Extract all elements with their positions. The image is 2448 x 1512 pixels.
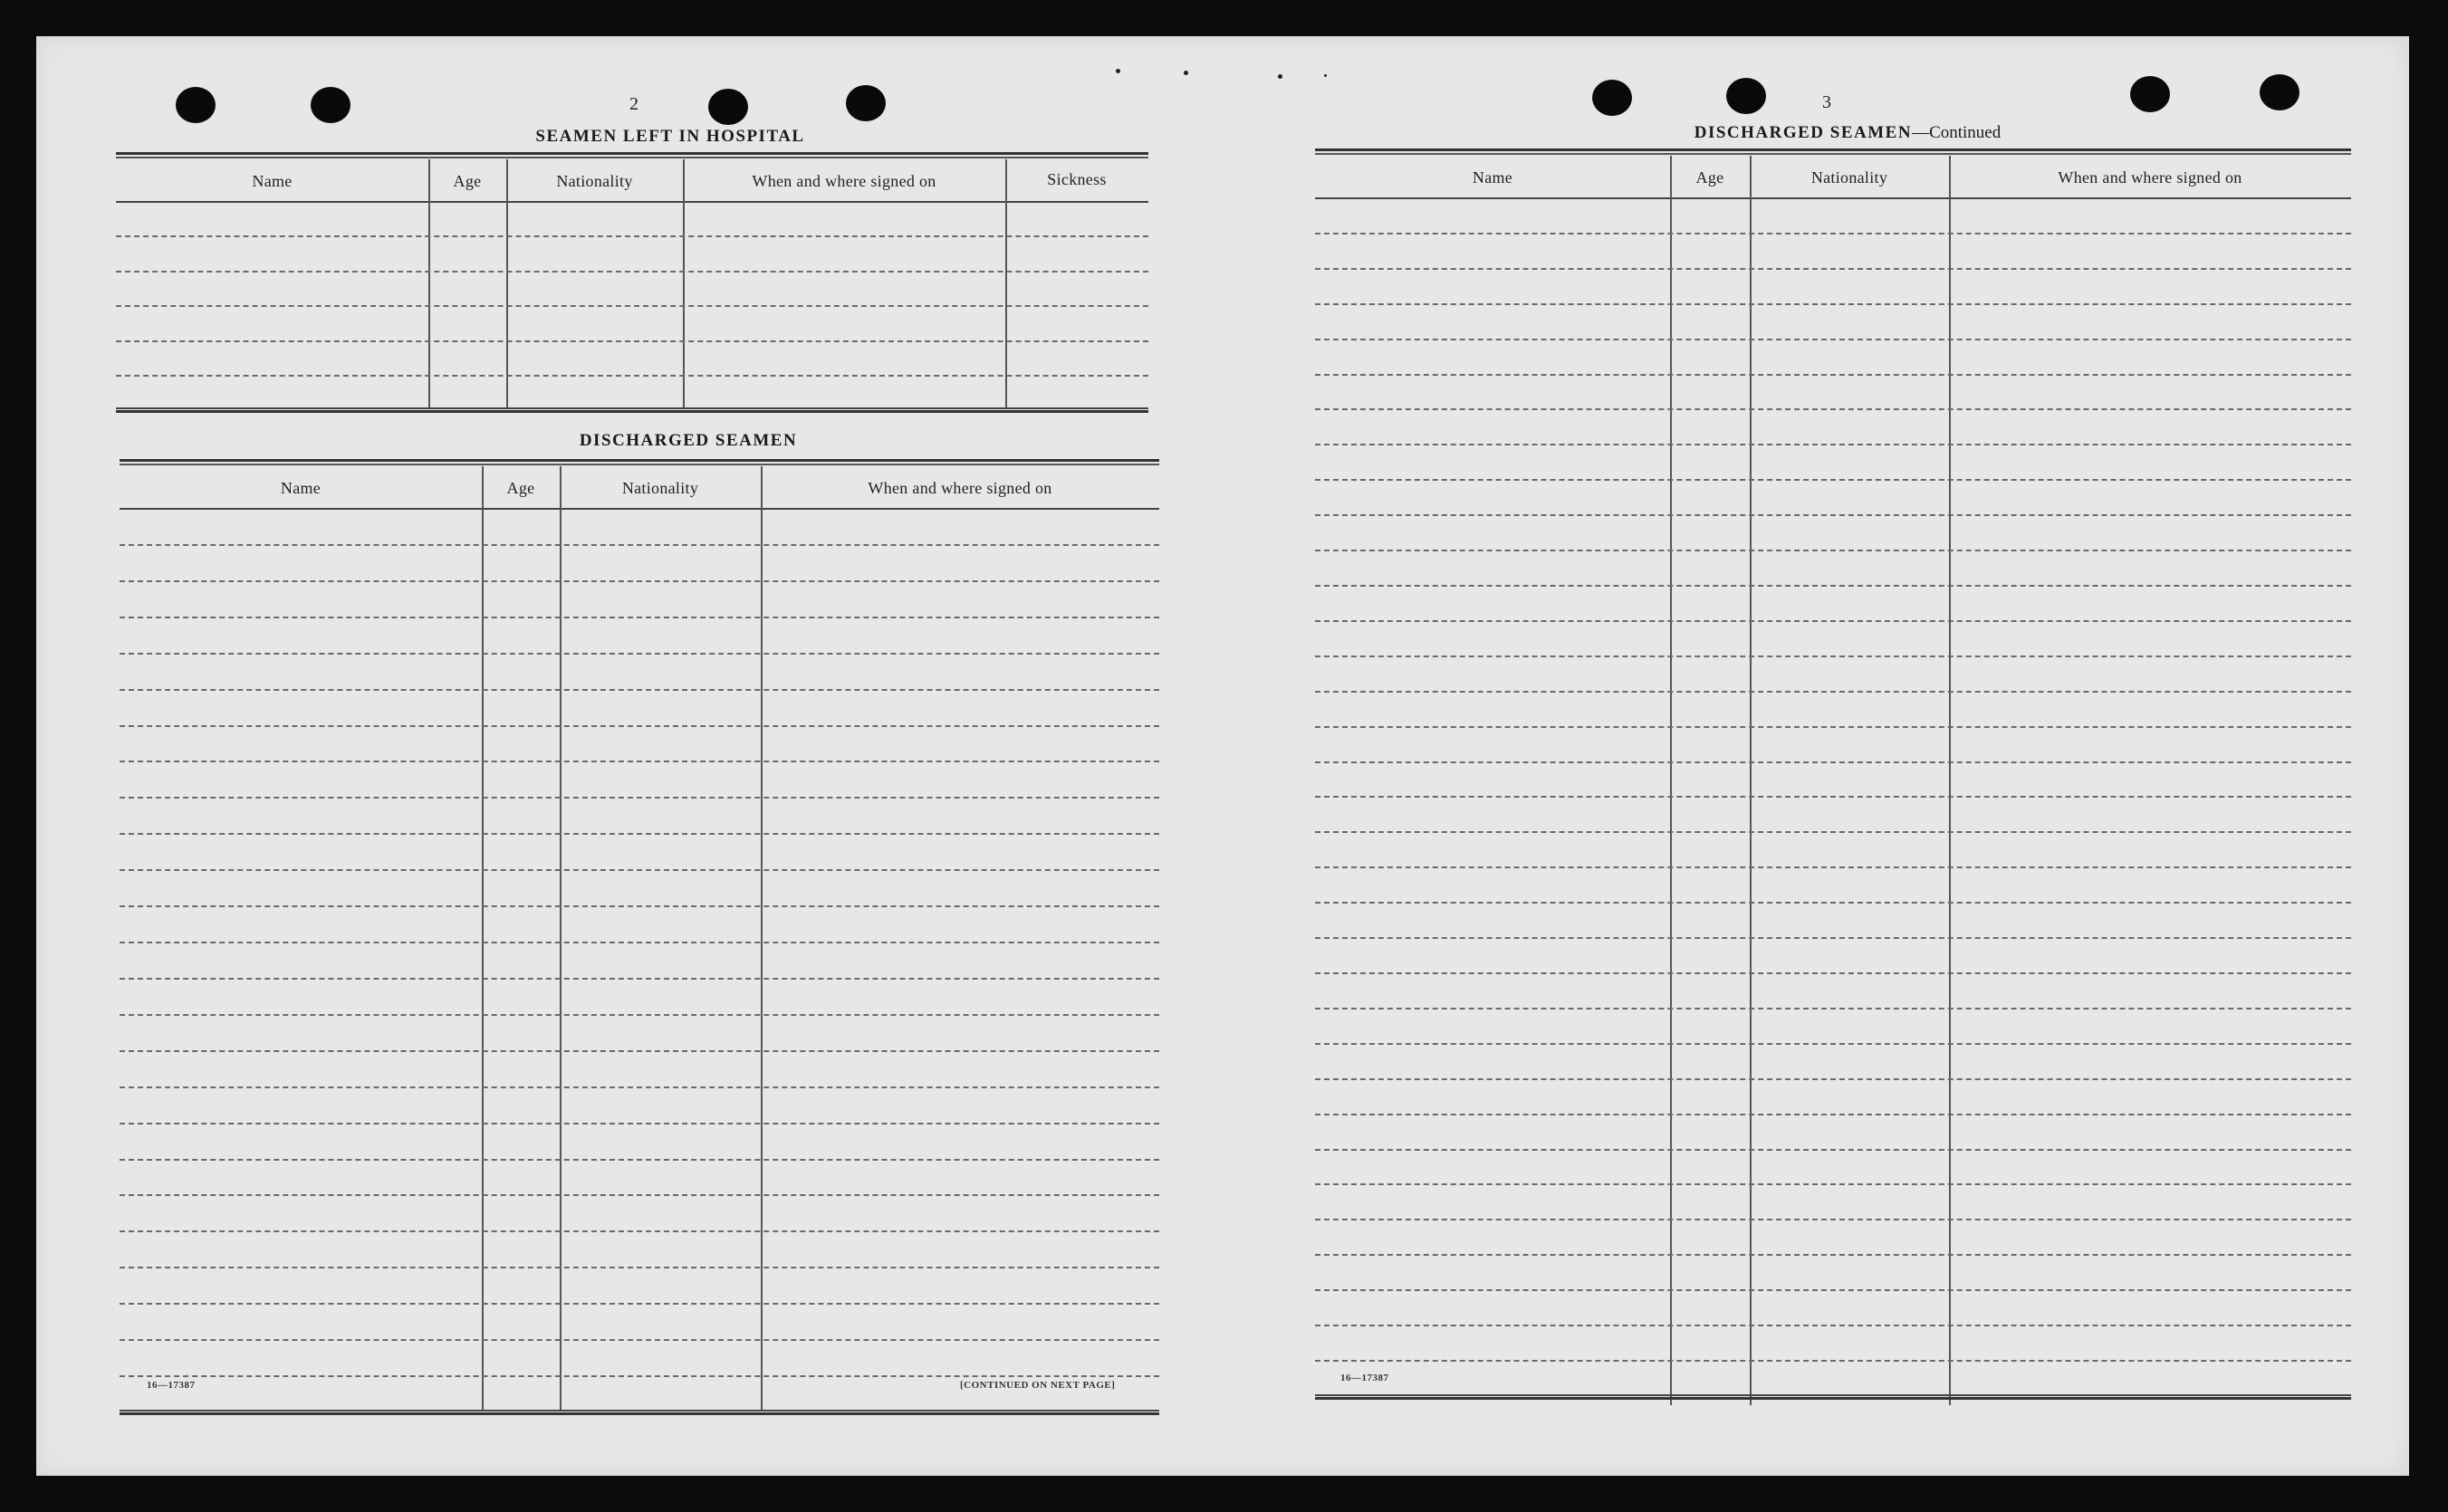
table-row [1315, 726, 2351, 728]
header-underline [1315, 197, 2351, 199]
speck [1324, 74, 1327, 77]
column-header-signed-on: When and where signed on [752, 172, 936, 190]
table-row [116, 340, 1148, 342]
table-row [1315, 268, 2351, 270]
punch-hole [1726, 78, 1766, 114]
table-row [120, 1375, 1159, 1377]
punch-hole [2130, 76, 2170, 112]
table-row [1315, 656, 2351, 657]
table-row [1315, 620, 2351, 622]
table-row [1315, 796, 2351, 798]
table-row [120, 1303, 1159, 1305]
discharged-title: DISCHARGED SEAMEN [579, 431, 798, 450]
table-row [120, 617, 1159, 618]
page-number-right: 3 [1822, 92, 1831, 112]
table-row [1315, 1289, 2351, 1291]
column-header-signed-on: When and where signed on [868, 479, 1052, 497]
column-divider [683, 159, 685, 408]
table-row [1315, 972, 2351, 974]
discharged-continued-table [1315, 148, 2351, 1411]
column-header-name: Name [1472, 168, 1513, 187]
column-divider [560, 466, 562, 1411]
column-header-name: Name [280, 479, 322, 497]
speck [1278, 74, 1282, 79]
table-row [1315, 585, 2351, 587]
page-number-left: 2 [629, 94, 638, 114]
column-divider [1949, 156, 1951, 1405]
table-row [1315, 444, 2351, 445]
continued-note: [CONTINUED ON NEXT PAGE] [960, 1380, 1116, 1391]
table-row [1315, 902, 2351, 904]
table-row [1315, 1149, 2351, 1151]
table-row [120, 1159, 1159, 1161]
table-row [120, 1267, 1159, 1268]
table-row [120, 580, 1159, 582]
column-divider [506, 159, 508, 408]
table-row [120, 1123, 1159, 1124]
table-row [1315, 374, 2351, 376]
column-divider [428, 159, 430, 408]
table-row [120, 1086, 1159, 1088]
hospital-table [116, 152, 1148, 413]
form-number-left: 16—17387 [147, 1380, 196, 1391]
discharged-table [120, 459, 1159, 1417]
table-row [116, 271, 1148, 273]
table-row [1315, 1325, 2351, 1326]
column-divider [1750, 156, 1752, 1405]
table-row [1315, 831, 2351, 833]
table-row [1315, 1183, 2351, 1185]
column-divider [761, 466, 763, 1411]
title-suffix: —Continued [1912, 123, 2002, 142]
column-header-name: Name [252, 172, 293, 190]
column-header-age: Age [1695, 168, 1724, 187]
table-row [1315, 514, 2351, 516]
table-row [1315, 1219, 2351, 1220]
table-bottom-rule [116, 407, 1148, 413]
table-row [1315, 550, 2351, 551]
table-row [1315, 761, 2351, 763]
title-text: DISCHARGED SEAMEN [1694, 123, 1913, 142]
discharged-continued-title [1576, 123, 2119, 143]
punch-hole [846, 85, 886, 121]
table-bottom-rule [1315, 1394, 2351, 1400]
table-row [1315, 1008, 2351, 1010]
punch-hole [1592, 80, 1632, 116]
column-divider [1670, 156, 1672, 1405]
table-row [1315, 1043, 2351, 1045]
table-top-rule [116, 152, 1148, 158]
table-row [116, 235, 1148, 237]
hospital-title: SEAMEN LEFT IN HOSPITAL [535, 127, 805, 146]
header-underline [120, 508, 1159, 510]
table-row [120, 1230, 1159, 1232]
column-header-signed-on: When and where signed on [2058, 168, 2242, 187]
table-row [1315, 1114, 2351, 1115]
table-row [120, 544, 1159, 546]
table-row [1315, 937, 2351, 939]
table-row [1315, 866, 2351, 868]
punch-hole [176, 87, 216, 123]
table-row [120, 761, 1159, 762]
table-row [120, 905, 1159, 907]
table-row [120, 1014, 1159, 1016]
table-row [120, 653, 1159, 655]
table-row [1315, 1360, 2351, 1362]
table-row [120, 689, 1159, 691]
table-row [1315, 408, 2351, 410]
table-row [1315, 479, 2351, 481]
table-row [1315, 691, 2351, 693]
table-row [120, 978, 1159, 980]
table-row [120, 833, 1159, 835]
speck [1184, 71, 1188, 75]
speck [1116, 69, 1120, 73]
table-row [120, 725, 1159, 727]
document-sheet [36, 36, 2409, 1476]
header-underline [116, 201, 1148, 203]
table-row [116, 375, 1148, 377]
table-row [1315, 233, 2351, 234]
table-row [120, 797, 1159, 799]
column-divider [1005, 159, 1007, 408]
table-row [120, 942, 1159, 943]
table-top-rule [1315, 148, 2351, 155]
table-row [1315, 339, 2351, 340]
column-header-age: Age [453, 172, 482, 190]
table-row [1315, 1078, 2351, 1080]
table-row [116, 305, 1148, 307]
column-header-nationality: Nationality [1810, 168, 1888, 187]
table-row [120, 1050, 1159, 1052]
column-divider [482, 466, 484, 1411]
column-header-nationality: Nationality [556, 172, 633, 190]
column-header-nationality: Nationality [621, 479, 699, 497]
table-row [120, 869, 1159, 871]
column-header-age: Age [506, 479, 535, 497]
table-top-rule [120, 459, 1159, 465]
table-row [120, 1339, 1159, 1341]
table-row [1315, 1254, 2351, 1256]
punch-hole [2260, 74, 2299, 110]
punch-hole [311, 87, 350, 123]
table-bottom-rule [120, 1410, 1159, 1415]
punch-hole [708, 89, 748, 125]
table-row [1315, 303, 2351, 305]
form-number-right: 16—17387 [1340, 1373, 1389, 1383]
column-header-sickness: Sickness [1047, 170, 1107, 188]
table-row [120, 1194, 1159, 1196]
